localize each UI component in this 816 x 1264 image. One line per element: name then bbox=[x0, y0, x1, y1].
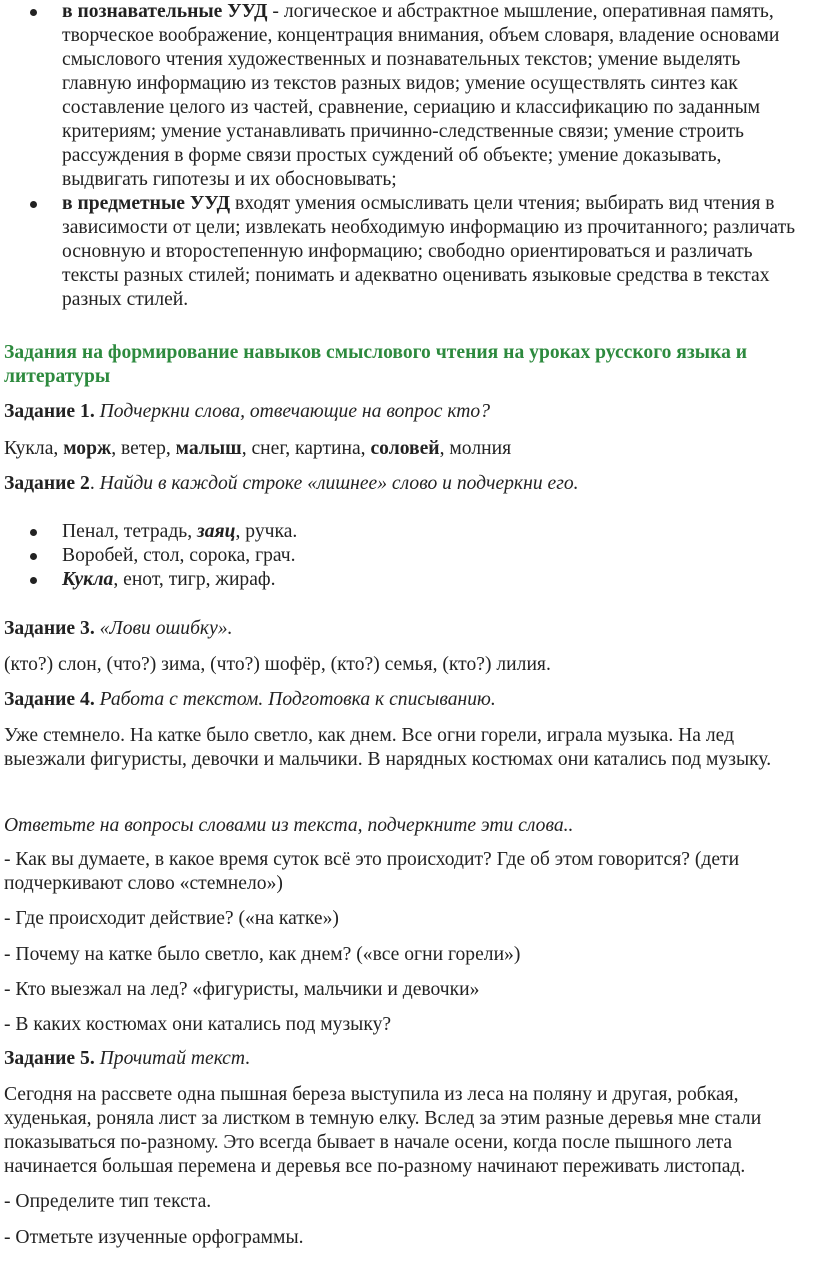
task-instruction: Найди в каждой строке «лишнее» слово и подчеркни его. bbox=[99, 473, 579, 494]
task-dot: . bbox=[89, 473, 100, 494]
bullet-text: входят умения осмысливать цели чтения; выбирать вид чтения в зависимости от цели; извлекать необходимую информацию из прочитанного; различать основную и второстепенную информацию; свободно ориентироваться и различать тексты разных стилей; понимать и адекватно оценивать языковые средства в текстах разных стилей. bbox=[62, 193, 796, 310]
row-text: Воробей, стол, сорока, грач. bbox=[62, 545, 296, 566]
list-item bbox=[0, 192, 816, 312]
task5-question: - Отметьте изученные орфограммы. bbox=[4, 1227, 304, 1248]
task-label: Задание 2 bbox=[4, 473, 90, 494]
task-instruction: Подчеркни слова, отвечающие на вопрос кто? bbox=[99, 401, 491, 422]
task2-title bbox=[4, 472, 812, 496]
section-heading: Задания на формирование навыков смыслового чтения на уроках русского языка и литературы bbox=[4, 342, 748, 387]
task4-question: - В каких костюмах они катались под музыку? bbox=[4, 1014, 392, 1035]
list-item bbox=[0, 544, 816, 568]
list-item bbox=[0, 568, 816, 592]
task5-text: Сегодня на рассвете одна пышная береза выступила из леса на поляну и другая, робкая, худенькая, роняла лист за листком в темную елку. Вслед за этим разные деревья мне стали показываться по-разному. Это всегда бывает в начале осени, когда после пышного лета начинается большая перемена и деревья все по-разному начинают переживать листопад. bbox=[4, 1084, 762, 1177]
list-item bbox=[0, 520, 816, 544]
task4-question: - Как вы думаете, в какое время суток всё это происходит? Где об этом говорится? (дети подчеркивают слово «стемнело») bbox=[4, 849, 740, 894]
bullet-text: - логическое и абстрактное мышление, оперативная память, творческое воображение, концентрация внимания, объем словаря, владение основами смыслового чтения художественных и познавательных текстов; умение выделять главную информацию из текстов разных видов; умение осуществлять синтез как составление целого из частей, сравнение, сериацию и классификацию по заданным критериям; умение устанавливать причинно-следственные связи; умение строить рассуждения в форме связи простых суждений об объекте; умение доказывать, выдвигать гипотезы и их обосновывать; bbox=[62, 1, 780, 190]
word: , bbox=[53, 438, 64, 459]
task-instruction: «Лови ошибку». bbox=[99, 618, 233, 639]
task4-prompt bbox=[4, 814, 812, 838]
word-bold: малыш bbox=[175, 438, 242, 459]
bullet-bold-term: в познавательные УУД bbox=[62, 1, 268, 22]
task-dot: . bbox=[245, 1048, 250, 1069]
task4-question: - Где происходит действие? («на катке») bbox=[4, 908, 339, 929]
task2-list bbox=[0, 520, 816, 592]
task3-title bbox=[4, 617, 812, 641]
task4-question: - Почему на катке было светло, как днем? («все огни горели») bbox=[4, 944, 521, 965]
row-text: , ручка. bbox=[235, 521, 298, 542]
uud-bullet-list bbox=[0, 0, 816, 312]
task4-title bbox=[4, 688, 812, 712]
prompt-text: Ответьте на вопросы словами из текста, подчеркните эти слова.. bbox=[4, 815, 574, 836]
row-emph: заяц bbox=[197, 521, 236, 542]
row-text: , енот, тигр, жираф. bbox=[113, 569, 276, 590]
word: , снег, картина, bbox=[241, 438, 371, 459]
task4-text: Уже стемнело. На катке было светло, как днем. Все огни горели, играла музыка. На лед выезжали фигуристы, девочки и мальчики. В нарядных костюмах они катались под музыку. bbox=[4, 725, 772, 770]
task-label: Задание 3. bbox=[4, 618, 95, 639]
bullet-bold-term: в предметные УУД bbox=[62, 193, 231, 214]
task-instruction: Прочитай текст bbox=[99, 1048, 245, 1069]
word-bold: морж bbox=[63, 438, 112, 459]
word: , молния bbox=[439, 438, 512, 459]
word: Кукла bbox=[4, 438, 54, 459]
task5-question: - Определите тип текста. bbox=[4, 1191, 212, 1212]
list-item bbox=[0, 0, 816, 192]
task-label: Задание 1. bbox=[4, 401, 95, 422]
task5-title bbox=[4, 1047, 812, 1071]
task1-words bbox=[4, 437, 812, 461]
task3-text: (кто?) слон, (что?) зима, (что?) шофёр, (кто?) семья, (кто?) лилия. bbox=[4, 654, 551, 675]
word-bold: соловей bbox=[370, 438, 440, 459]
row-text: Пенал, тетрадь, bbox=[62, 521, 198, 542]
row-emph: Кукла bbox=[62, 569, 114, 590]
task-label: Задание 4. bbox=[4, 689, 95, 710]
task-instruction: Работа с текстом. Подготовка к списыванию. bbox=[99, 689, 496, 710]
task-label: Задание 5. bbox=[4, 1048, 95, 1069]
task1-title bbox=[4, 400, 812, 424]
word: , ветер, bbox=[111, 438, 176, 459]
task4-question: - Кто выезжал на лед? «фигуристы, мальчики и девочки» bbox=[4, 979, 480, 1000]
